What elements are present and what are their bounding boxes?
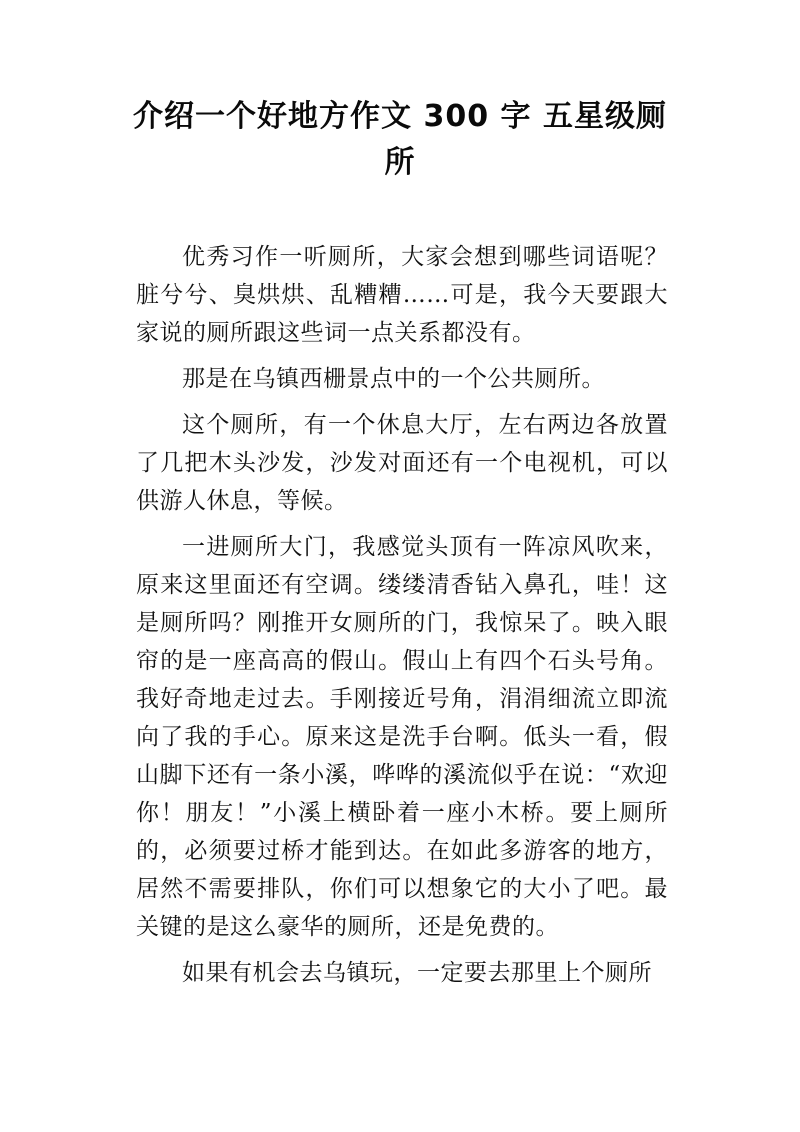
paragraph-lounge: 这个厕所，有一个休息大厅，左右两边各放置了几把木头沙发，沙发对面还有一个电视机，可以供游人休息，等候。 [136, 412, 668, 514]
paragraph-location: 那是在乌镇西栅景点中的一个公共厕所。 [182, 366, 605, 392]
paragraph-intro: 优秀习作一听厕所，大家会想到哪些词语呢？脏兮兮、臭烘烘、乱糟糟……可是，我今天要跟大家说的厕所跟这些词一点关系都没有。 [136, 244, 668, 346]
paragraph-conclusion: 如果有机会去乌镇玩，一定要去那里上个厕所 [182, 960, 652, 986]
essay-body [136, 238, 668, 1000]
page-title: 介绍一个好地方作文 300 字 五星级厕所 [133, 99, 667, 180]
paragraph-interior: 一进厕所大门，我感觉头顶有一阵凉风吹来，原来这里面还有空调。缕缕清香钻入鼻孔，哇！这是厕所吗？刚推开女厕所的门，我惊呆了。映入眼帘的是一座高高的假山。假山上有四个石头号角。我好奇地走过去。手刚接近号角，涓涓细流立即流向了我的手心。原来这是洗手台啊。低头一看，假山脚下还有一条小溪，哗哗的溪流似乎在说：“欢迎你！朋友！”小溪上横卧着一座小木桥。要上厕所的，必须要过桥才能到达。在如此多游客的地方，居然不需要排队，你们可以想象它的大小了吧。最关键的是这么豪华的厕所，还是免费的。 [136, 534, 668, 940]
